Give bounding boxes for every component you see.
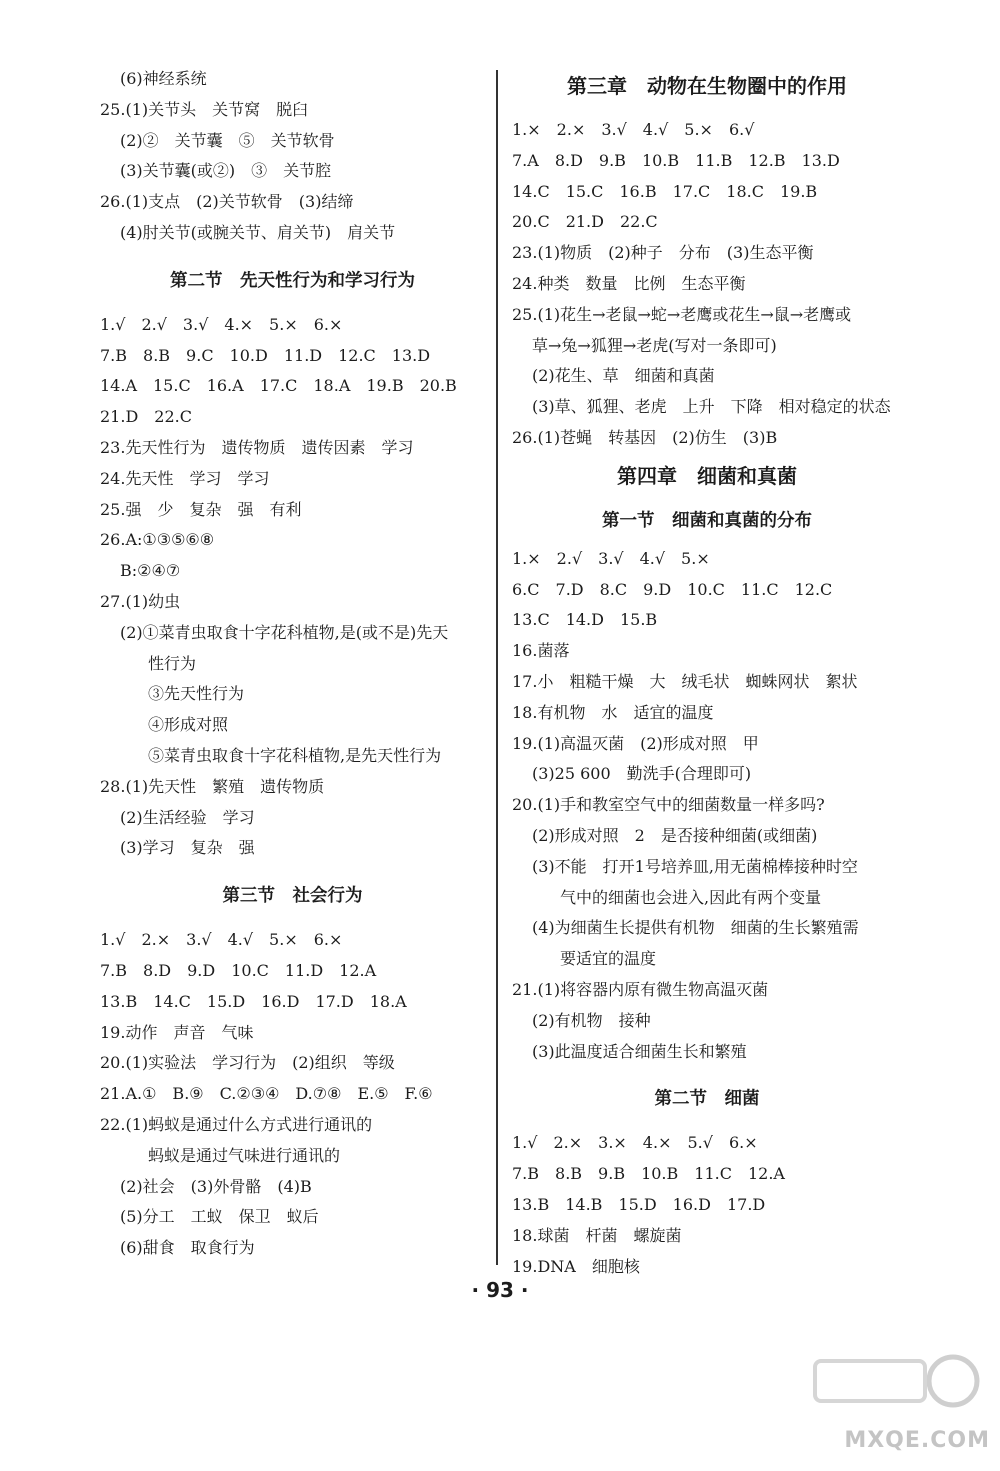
answer-line: (3)此温度适合细菌生长和繁殖 (532, 1041, 747, 1061)
section-heading: 第二节 细菌 (654, 1089, 760, 1110)
right-column (512, 64, 902, 1282)
answer-line: (4)为细菌生长提供有机物 细菌的生长繁殖需 (532, 918, 859, 938)
answer-line: 21.D 22.C (100, 407, 192, 427)
answer-line: 要适宜的温度 (560, 949, 657, 969)
answer-line: 性行为 (148, 653, 197, 673)
answer-line: (2)生活经验 学习 (120, 807, 255, 827)
spacer (512, 1067, 902, 1077)
spacer (100, 249, 485, 259)
answer-line: ④形成对照 (148, 715, 229, 735)
answer-line: 蚂蚁是通过气味进行通讯的 (148, 1145, 341, 1165)
answer-line: 7.B 8.B 9.C 10.D 11.D 12.C 13.D (100, 345, 431, 365)
chapter-heading: 第三章 动物在生物圈中的作用 (567, 74, 847, 98)
spacer (100, 864, 485, 874)
answer-line: (6)神经系统 (120, 69, 207, 88)
section-heading: 第三节 社会行为 (222, 886, 363, 907)
answer-line: (2)形成对照 2 是否接种细菌(或细菌) (532, 825, 818, 845)
answer-line: 18.有机物 水 适宜的温度 (512, 702, 714, 722)
answer-line: 26.(1)支点 (2)关节软骨 (3)结缔 (100, 192, 354, 212)
answer-line: (2)有机物 接种 (532, 1010, 651, 1030)
answer-line: 21.A.① B.⑨ C.②③④ D.⑦⑧ E.⑤ F.⑥ (100, 1084, 433, 1104)
answer-line: 19.动作 声音 气味 (100, 1022, 254, 1042)
page-number: · 93 · (471, 1278, 529, 1302)
answer-line: 20.(1)实验法 学习行为 (2)组织 等级 (100, 1053, 395, 1073)
answer-line: 27.(1)幼虫 (100, 591, 181, 611)
answer-line: 13.B 14.B 15.D 16.D 17.D (512, 1194, 766, 1214)
answer-line: 23.(1)物质 (2)种子 分布 (3)生态平衡 (512, 243, 814, 263)
answer-line: (2)①菜青虫取食十字花科植物,是(或不是)先天 (120, 622, 449, 642)
answer-line: 24.先天性 学习 学习 (100, 468, 270, 488)
answer-line: 7.B 8.B 9.B 10.B 11.C 12.A (512, 1164, 785, 1184)
answer-line: 13.B 14.C 15.D 16.D 17.D 18.A (100, 991, 407, 1011)
answer-line: (4)肘关节(或腕关节、肩关节) 肩关节 (120, 222, 396, 242)
answer-line: 13.C 14.D 15.B (512, 610, 658, 630)
answer-line: ⑤菜青虫取食十字花科植物,是先天性行为 (148, 745, 442, 765)
column-divider (496, 70, 498, 1265)
answer-line: 7.A 8.D 9.B 10.B 11.B 12.B 13.D (512, 150, 840, 170)
answer-line: 14.C 15.C 16.B 17.C 18.C 19.B (512, 181, 818, 201)
answer-line: (5)分工 工蚁 保卫 蚁后 (120, 1207, 319, 1227)
answer-line: 25.强 少 复杂 强 有利 (100, 499, 302, 519)
answer-line: 16.菌落 (512, 641, 570, 661)
answer-line: 21.(1)将容器内原有微生物高温灭菌 (512, 979, 769, 999)
answer-line: 气中的细菌也会进入,因此有两个变量 (560, 887, 822, 907)
answer-line: 1.√ 2.× 3.√ 4.√ 5.× 6.× (100, 930, 343, 950)
answer-line: ③先天性行为 (148, 684, 245, 704)
answer-line: 22.(1)蚂蚁是通过什么方式进行通讯的 (100, 1114, 373, 1134)
answer-line: (3)25 600 勤洗手(合理即可) (532, 764, 752, 784)
answer-line: (6)甜食 取食行为 (120, 1238, 255, 1258)
answer-line: 17.小 粗糙干燥 大 绒毛状 蜘蛛网状 絮状 (512, 671, 858, 691)
chapter-heading: 第四章 细菌和真菌 (617, 463, 797, 488)
section-heading: 第一节 细菌和真菌的分布 (602, 510, 812, 531)
answer-line: 20.C 21.D 22.C (512, 212, 658, 232)
answer-line: 草→兔→狐狸→老虎(写对一条即可) (532, 335, 777, 355)
answer-line: 19.(1)高温灭菌 (2)形成对照 甲 (512, 733, 759, 753)
answer-line: 28.(1)先天性 繁殖 遗传物质 (100, 776, 325, 796)
answer-line: 14.A 15.C 16.A 17.C 18.A 19.B 20.B (100, 376, 457, 396)
answer-line: (2)社会 (3)外骨骼 (4)B (120, 1176, 312, 1196)
answer-line: B:②④⑦ (120, 561, 181, 581)
answer-line: 1.√ 2.× 3.× 4.× 5.√ 6.× (512, 1133, 758, 1153)
section-heading: 第二节 先天性行为和学习行为 (170, 270, 415, 291)
answer-line: 20.(1)手和教室空气中的细菌数量一样多吗? (512, 795, 825, 815)
answer-line: 6.C 7.D 8.C 9.D 10.C 11.C 12.C (512, 579, 833, 599)
answer-line: (3)不能 打开1号培养皿,用无菌棉棒接种时空 (532, 856, 858, 876)
answer-line: (3)关节囊(或②) ③ 关节腔 (120, 161, 332, 181)
answer-line: (2)② 关节囊 ⑤ 关节软骨 (120, 130, 335, 150)
answer-line: 1.× 2.√ 3.√ 4.√ 5.× (512, 548, 710, 568)
answer-line: 18.球菌 杆菌 螺旋菌 (512, 1225, 682, 1245)
answer-line: 23.先天性行为 遗传物质 遗传因素 学习 (100, 437, 414, 457)
answer-line: (3)学习 复杂 强 (120, 838, 255, 858)
answer-line: 26.(1)苍蝇 转基因 (2)仿生 (3)B (512, 427, 778, 447)
answer-line: 19.DNA 细胞核 (512, 1256, 640, 1276)
answer-line: 25.(1)关节头 关节窝 脱臼 (100, 99, 309, 119)
answer-line: 26.A:①③⑤⑥⑧ (100, 530, 215, 550)
answer-line: 1.√ 2.√ 3.√ 4.× 5.× 6.× (100, 314, 343, 334)
watermark-text: MXQE.COM (844, 1428, 990, 1453)
answer-line: (2)花生、草 细菌和真菌 (532, 366, 715, 386)
answer-line: 24.种类 数量 比例 生态平衡 (512, 273, 746, 293)
answer-line: (3)草、狐狸、老虎 上升 下降 相对稳定的状态 (532, 397, 891, 417)
answer-line: 7.B 8.D 9.D 10.C 11.D 12.A (100, 960, 377, 980)
answer-line: 1.× 2.× 3.√ 4.√ 5.× 6.√ (512, 120, 755, 139)
answer-line: 25.(1)花生→老鼠→蛇→老鹰或花生→鼠→老鹰或 (512, 304, 852, 324)
left-column (100, 64, 485, 1264)
